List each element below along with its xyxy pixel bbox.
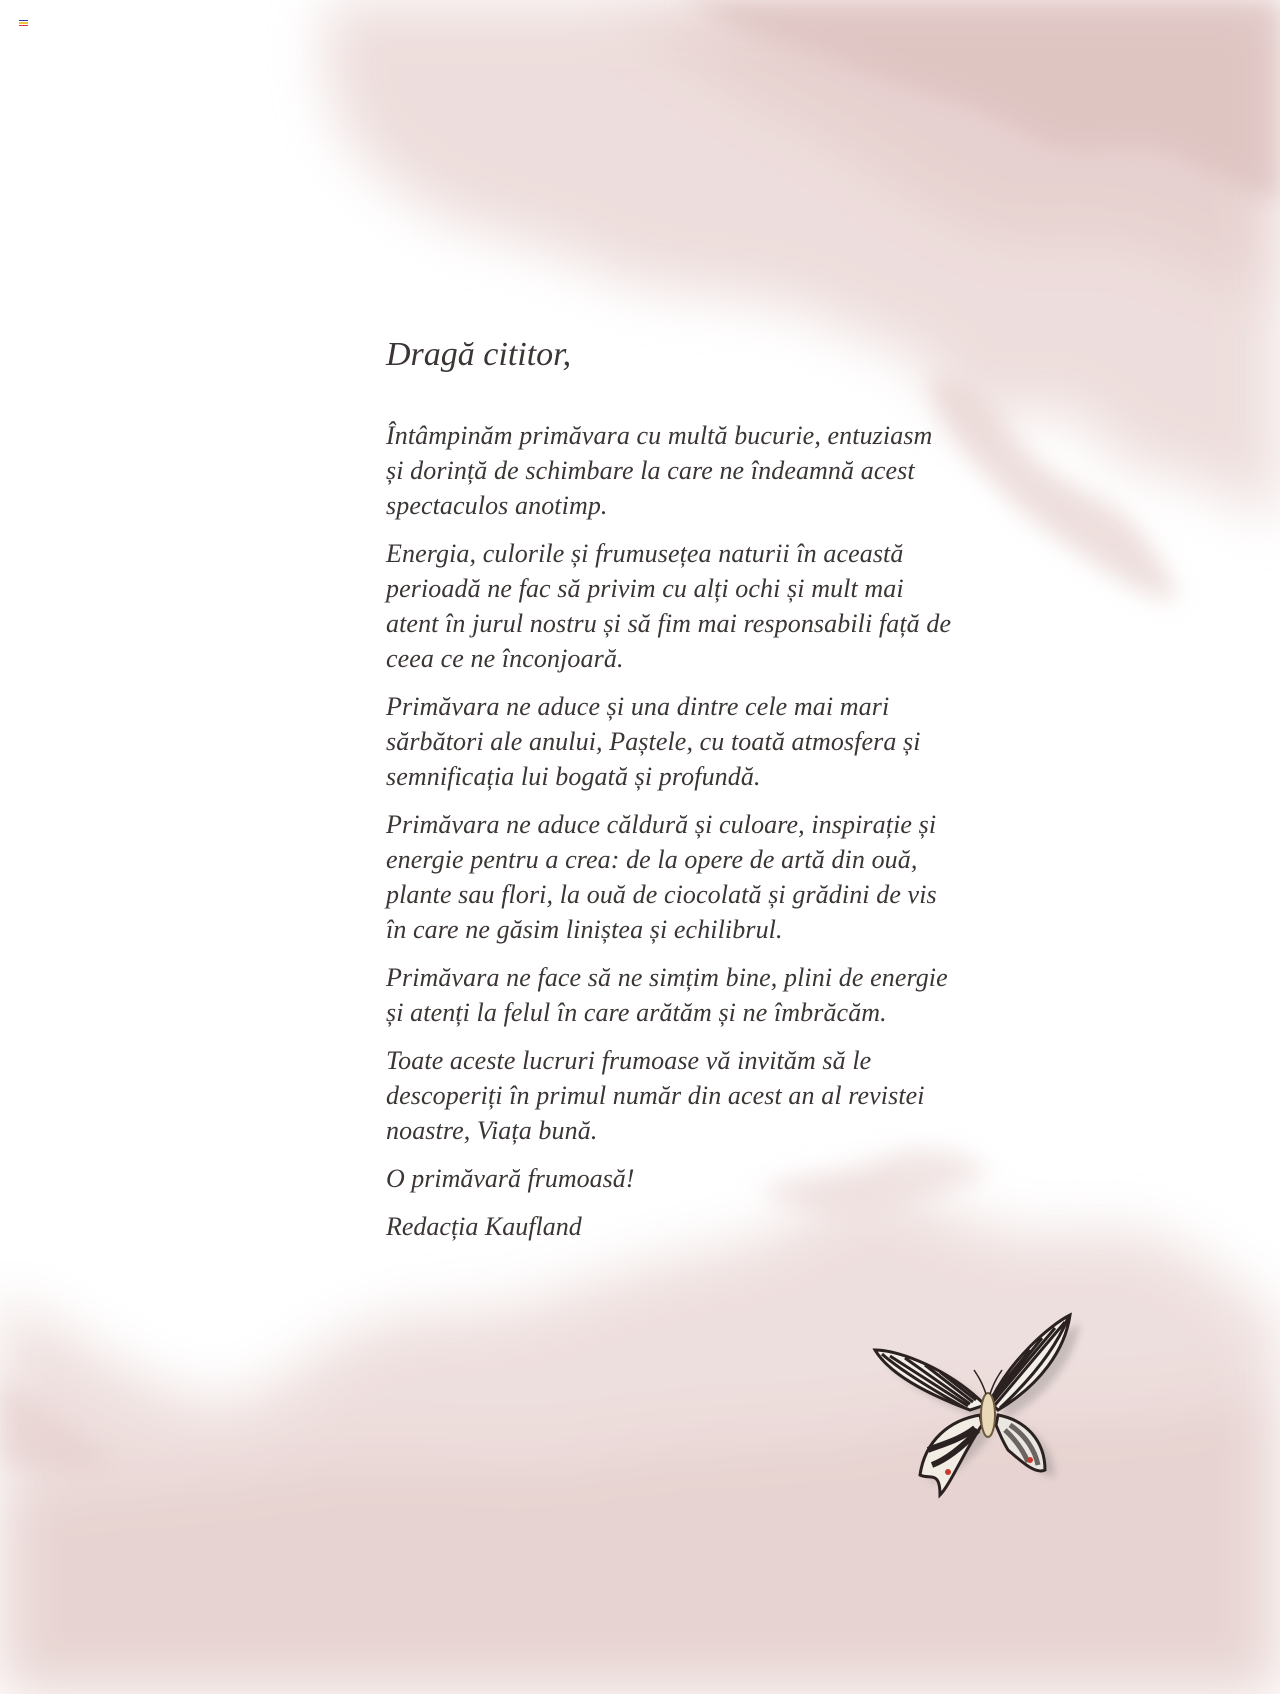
letter-paragraph-6: Toate aceste lucruri frumoase vă invităm să le descoperiți în primul număr din acest an al revistei noastre, Viața bună.: [386, 1046, 925, 1145]
letter-paragraph-2: Energia, culorile și frumusețea naturii în această perioadă ne fac să privim cu alți ochi și mult mai atent în jurul nostru și să fim mai responsabili față de ceea ce ne înconjoară.: [386, 539, 952, 673]
letter-greeting: Dragă cititor,: [386, 336, 572, 373]
letter-paragraph-4: Primăvara ne aduce căldură și culoare, inspirație și energie pentru a crea: de la opere de artă din ouă, plante sau flori, la ouă de ciocolată și grădini de vis în care ne găsim liniștea și echilibrul.: [386, 810, 937, 944]
letter-paragraph-3: Primăvara ne aduce și una dintre cele mai mari sărbători ale anului, Paștele, cu toată atmosfera și semnificația lui bogată și profundă.: [386, 692, 921, 791]
letter-paragraph-5: Primăvara ne face să ne simțim bine, plini de energie și atenți la felul în care arătăm și ne îmbrăcăm.: [386, 963, 948, 1027]
flag-icon: [19, 20, 28, 27]
butterfly-icon: [870, 1310, 1100, 1510]
letter-closing: O primăvară frumoasă!: [386, 1164, 635, 1193]
letter-signature: Redacția Kaufland: [386, 1212, 582, 1241]
editorial-letter: [386, 334, 956, 1257]
letter-paragraph-1: Întâmpinăm primăvara cu multă bucurie, entuziasm și dorință de schimbare la care ne îndeamnă acest spectaculos anotimp.: [386, 421, 933, 520]
